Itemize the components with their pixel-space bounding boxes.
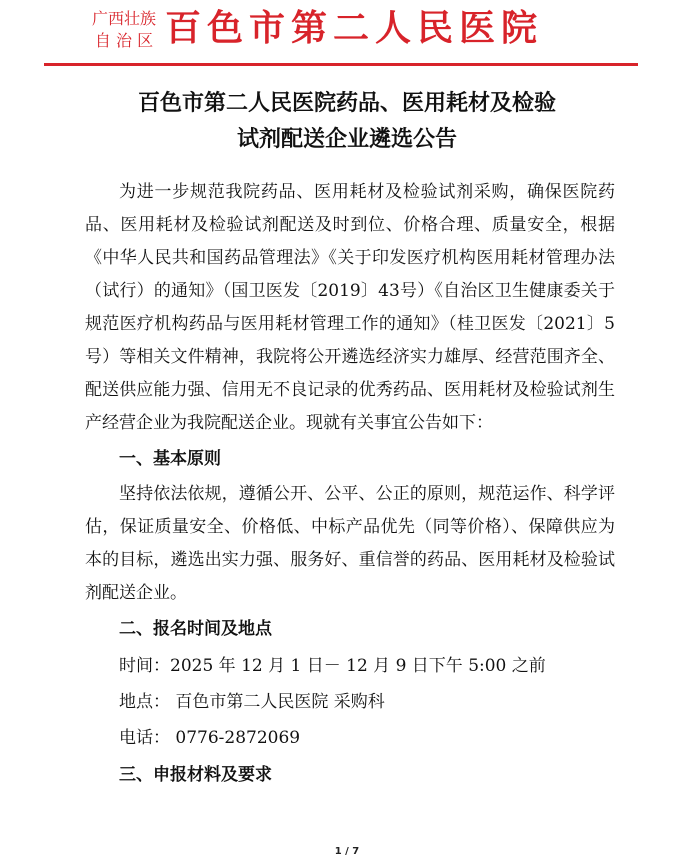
intro-paragraph: 为进一步规范我院药品、医用耗材及检验试剂采购，确保医院药品、医用耗材及检验试剂配送及时到位、价格合理、质量安全，根据《中华人民共和国药品管理法》《关于印发医疗机构医用耗材管理办法（试行）的通知》（国卫医发〔2019〕43号）《自治区卫生健康委关于规范医疗机构药品与医用耗材管理工作的通知》（桂卫医发〔2021〕5号）等相关文件精神，我院将公开遴选经济实力雄厚、经营范围齐全、配送供应能力强、信用无不良记录的优秀药品、医用耗材及检验试剂生产经营企业为我院配送企业。现就有关事宜公告如下： <box>85 182 615 433</box>
section-heading-registration: 二、报名时间及地点 <box>119 619 272 639</box>
letterhead-region-line2: 自 治 区 <box>94 31 154 50</box>
section-heading-principles: 一、基本原则 <box>119 449 221 469</box>
letterhead <box>0 0 694 72</box>
document-title-line2: 试剂配送企业遴选公告 <box>236 127 457 152</box>
letterhead-region-line1: 广西壮族 <box>91 9 156 28</box>
letterhead-hospital-name: 百色市第二人民医院 <box>165 8 544 49</box>
registration-place: 地点： 百色市第二人民医院 采购科 <box>119 692 385 712</box>
registration-time: 时间：2025 年 12 月 1 日－ 12 月 9 日下午 5:00 之前 <box>119 656 546 676</box>
section-heading-materials: 三、申报材料及要求 <box>119 765 272 785</box>
document-title <box>0 86 694 158</box>
document-title-line1: 百色市第二人民医院药品、医用耗材及检验 <box>137 91 556 116</box>
principles-paragraph: 坚持依法依规，遵循公开、公平、公正的原则，规范运作、科学评估，保证质量安全、价格低、中标产品优先（同等价格）、保障供应为本的目标，遴选出实力强、服务好、重信誉的药品、医用耗材及检验试剂配送企业。 <box>85 484 615 603</box>
letterhead-region <box>84 8 164 52</box>
letterhead-red-rule <box>44 63 638 66</box>
page-indicator: 1 / 7 <box>334 846 360 857</box>
document-body <box>85 176 615 794</box>
registration-phone: 电话： 0776-2872069 <box>119 728 301 748</box>
